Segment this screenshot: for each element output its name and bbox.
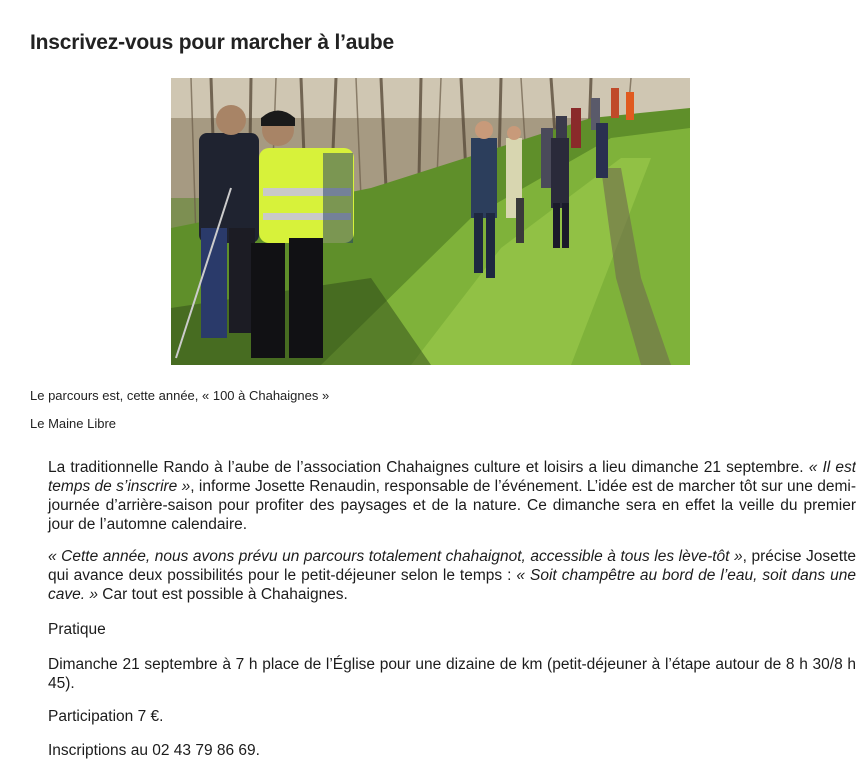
paragraph-intro: La traditionnelle Rando à l’aube de l’association Chahaignes culture et loisirs a lieu dimanche 21 septembre. « Il est temps de s’inscrire », informe Josette Renaudin, responsable de l’événement. L’idée est de marcher tôt sur une demi-journée d’arrière-saison pour profiter des paysages et de la nature. Ce dimanche sera en effet la veille du premier jour de l’automne calendaire. [48,459,856,533]
paragraph-price: Participation 7 €. [48,708,164,725]
paragraph-quote: « Cette année, nous avons prévu un parcours totalement chahaignot, accessible à tous les lève-tôt », précise Josette qui avance deux possibilités pour le petit-déjeuner selon le temps : « Soit champêtre au bord de l’eau, soit dans une cave. » Car tout est possible à Chahaignes. [48,548,856,603]
article-source: Le Maine Libre [30,416,116,431]
paragraph-registration: Inscriptions au 02 43 79 86 69. [48,742,260,759]
article-title: Inscrivez-vous pour marcher à l’aube [30,31,394,54]
photo-caption: Le parcours est, cette année, « 100 à Chahaignes » [30,388,330,403]
article-photo [171,78,690,365]
paragraph-date: Dimanche 21 septembre à 7 h place de l’Église pour une dizaine de km (petit-déjeuner à l’étape autour de 8 h 30/8 h 45). [48,656,856,692]
paragraph-pratique-heading: Pratique [48,621,106,638]
